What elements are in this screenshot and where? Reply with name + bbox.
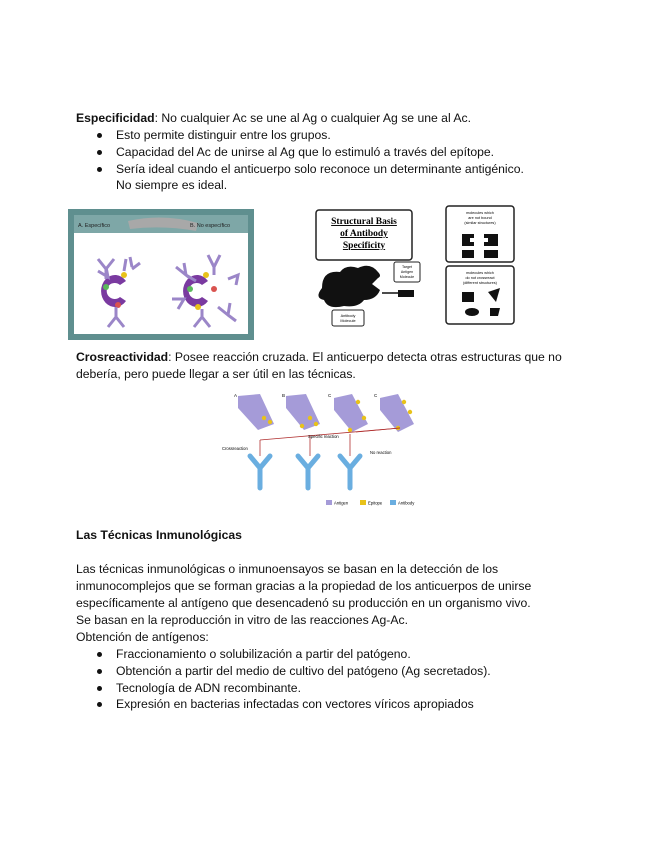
label-crossreaction: Crossreaction (222, 446, 248, 451)
label-especifico: A. Específico (78, 223, 111, 229)
svg-text:molecules which: molecules which (466, 271, 494, 275)
figure-specificity-panel (68, 209, 254, 340)
svg-text:Epitope: Epitope (368, 500, 383, 506)
svg-text:C: C (374, 393, 378, 398)
especificidad-definition: : No cualquier Ac se une al Ag o cualquier Ag se une al Ac. (154, 111, 471, 125)
svg-text:Molecule: Molecule (399, 275, 415, 279)
bullet-icon (97, 167, 102, 172)
especificidad-bullets (76, 127, 596, 194)
svg-text:(similar structures): (similar structures) (464, 221, 496, 225)
label-no-reaction: No reaction (370, 450, 392, 455)
legend (326, 500, 415, 506)
ag-ac-paragraph: Se basan en la reproducción in vitro de las reacciones Ag-Ac. (76, 613, 408, 627)
svg-text:A: A (234, 393, 238, 398)
svg-text:(different structures): (different structures) (463, 281, 497, 285)
different-structures-box (446, 266, 514, 324)
list-item: Obtención a partir del medio de cultivo del patógeno (Ag secretados). (76, 663, 596, 680)
figure-crossreaction (220, 388, 445, 510)
figure-structural-basis (312, 204, 517, 328)
bullet-icon (97, 686, 102, 691)
crosreactividad-paragraph (76, 349, 596, 383)
similar-structures-box (446, 206, 514, 262)
bullet-icon (97, 150, 102, 155)
antibody-blob (318, 266, 380, 326)
svg-text:of Antibody: of Antibody (340, 229, 388, 239)
svg-text:do not crossreact: do not crossreact (465, 276, 495, 280)
bullet-icon (97, 669, 102, 674)
list-item: Capacidad del Ac de unirse al Ag que lo estimuló a través del epítope. (76, 144, 596, 161)
antibodies (250, 456, 360, 488)
svg-text:Specificity: Specificity (342, 241, 386, 251)
list-item: Expresión en bacterias infectadas con vectores víricos apropiados (76, 696, 596, 713)
bullet-icon (97, 652, 102, 657)
tecnicas-paragraph: Las técnicas inmunológicas o inmunoensayos se basan en la detección de los inmunocomplejos que se forman gracias a la propiedad de los anticuerpos de unirse específicamente al antígeno que desencadenó su producción en un organismo vivo. (76, 562, 532, 610)
svg-text:Antibody: Antibody (340, 314, 356, 318)
crosreactividad-definition: : Posee reacción cruzada. El anticuerpo detecta otras estructuras que no debería, pero puede llegar a ser útil en las técnicas. (76, 350, 562, 381)
target-antigen-box (382, 262, 420, 297)
list-item: Tecnología de ADN recombinante. (76, 680, 596, 697)
svg-text:Antigen: Antigen (334, 500, 349, 506)
especificidad-term: Especificidad (76, 111, 155, 125)
structural-title-box (316, 210, 412, 260)
svg-text:Antigen: Antigen (400, 270, 414, 274)
label-specific-reaction: Specific reaction (308, 434, 339, 439)
svg-text:are not bound: are not bound (468, 216, 492, 220)
svg-text:molecules which: molecules which (466, 211, 494, 215)
section-heading: Las Técnicas Inmunológicas (76, 528, 242, 542)
especificidad-paragraph (76, 110, 596, 127)
list-item: Fraccionamiento o solubilización a partir del patógeno. (76, 646, 596, 663)
svg-text:Structural Basis: Structural Basis (331, 217, 397, 227)
svg-text:C: C (328, 393, 332, 398)
label-no-especifico: B. No específico (190, 223, 231, 229)
bullet-icon (97, 702, 102, 707)
antigen-panels (234, 393, 414, 432)
list-item: Esto permite distinguir entre los grupos. (76, 127, 596, 144)
crosreactividad-term: Crosreactividad (76, 350, 169, 364)
svg-text:Target: Target (402, 265, 412, 269)
svg-text:Molecule: Molecule (340, 319, 356, 323)
obtencion-heading: Obtención de antígenos: (76, 630, 209, 644)
bullet-icon (97, 133, 102, 138)
svg-text:B: B (282, 393, 286, 398)
obtencion-bullets (76, 646, 596, 713)
list-item: Sería ideal cuando el anticuerpo solo reconoce un determinante antigénico. No siempre es ideal. (76, 161, 596, 195)
reaction-lines (222, 428, 400, 456)
svg-text:Antibody: Antibody (398, 500, 415, 506)
